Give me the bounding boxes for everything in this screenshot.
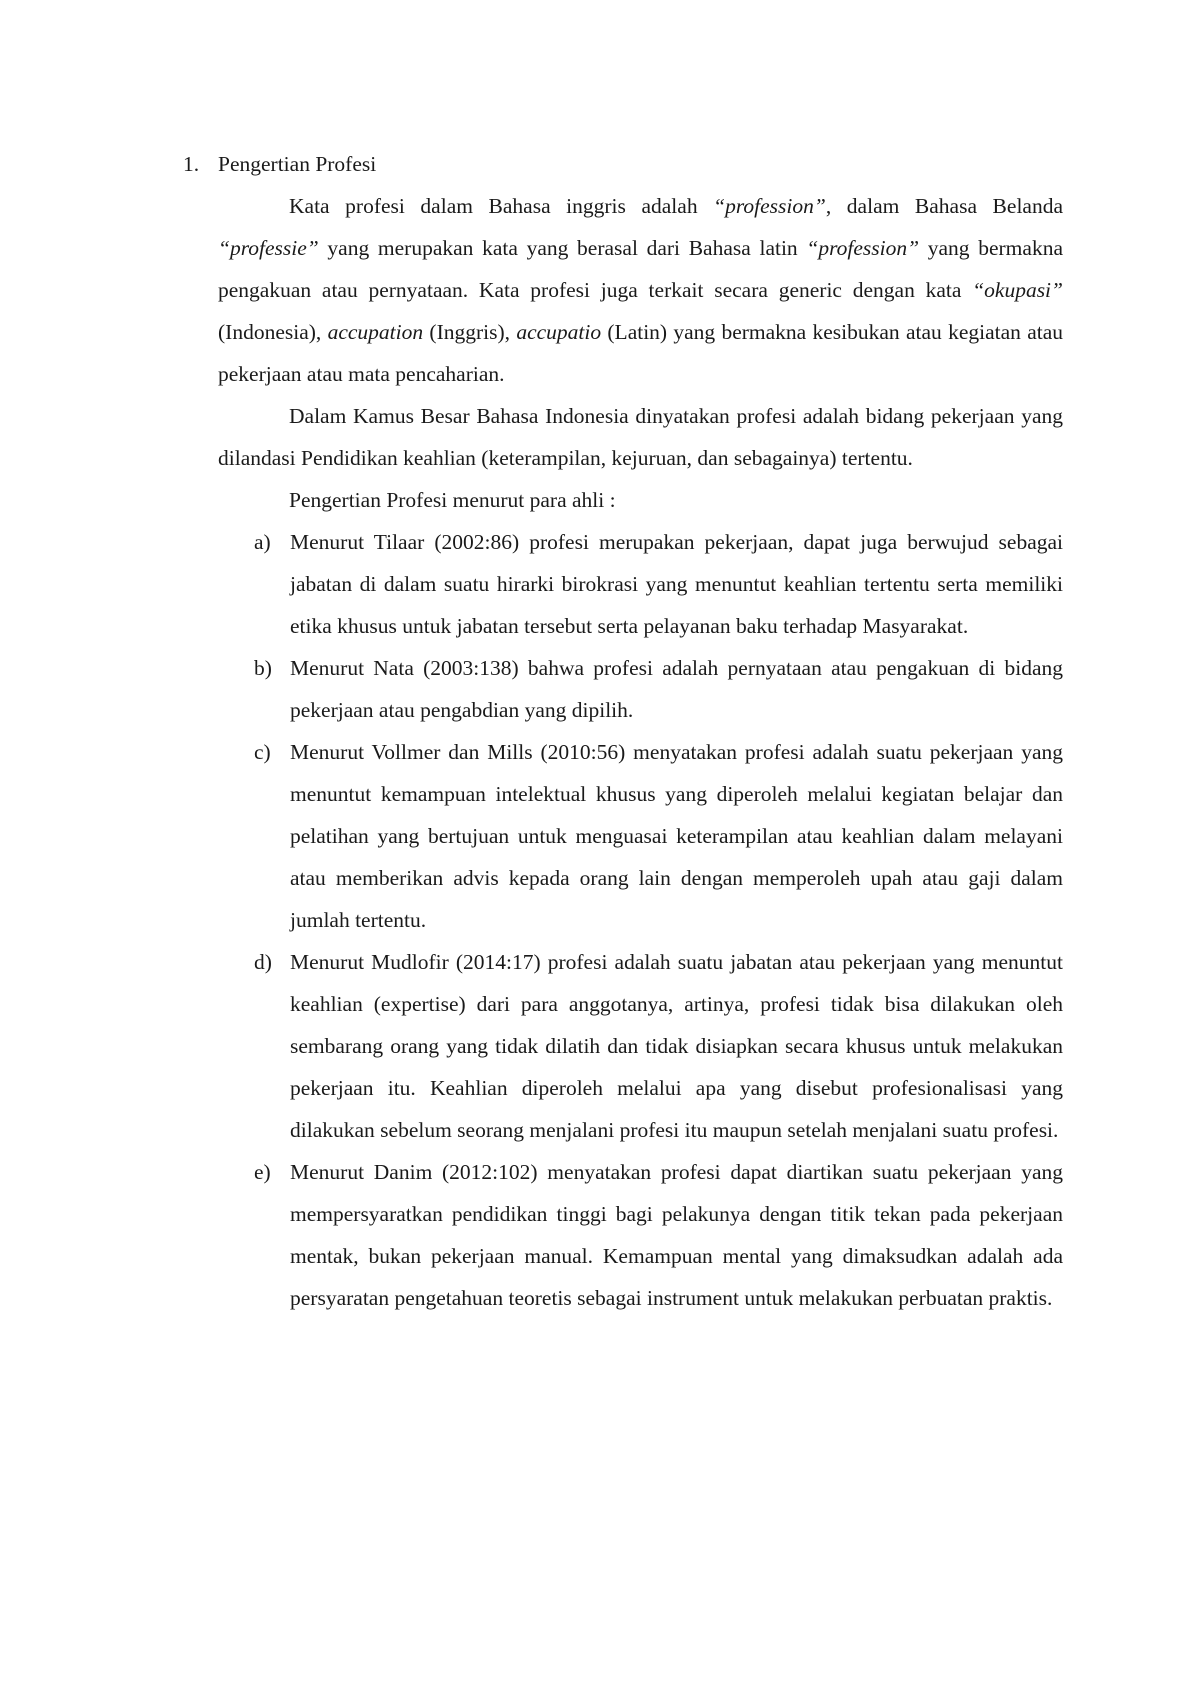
term-profession-latin: “profession”: [806, 236, 920, 260]
term-okupasi: “okupasi”: [972, 278, 1063, 302]
list-item-text: Menurut Nata (2003:138) bahwa profesi adalah pernyataan atau pengakuan di bidang pekerjaan atau pengabdian yang dipilih.: [290, 656, 1063, 722]
definition-paragraph: [218, 185, 1063, 395]
kbbi-paragraph: Dalam Kamus Besar Bahasa Indonesia dinyatakan profesi adalah bidang pekerjaan yang dilandasi Pendidikan keahlian (keterampilan, kejuruan, dan sebagainya) tertentu.: [218, 404, 1063, 470]
definition-text-3: yang merupakan kata yang berasal dari Bahasa latin: [318, 236, 807, 260]
section-title: Pengertian Profesi: [218, 152, 377, 176]
experts-list: [218, 521, 1063, 1319]
experts-intro: Pengertian Profesi menurut para ahli :: [289, 488, 616, 512]
list-item: [218, 731, 1063, 941]
definition-text-6: (Inggris),: [423, 320, 517, 344]
section-heading: [183, 143, 1063, 185]
definition-text-5: (Indonesia),: [218, 320, 328, 344]
list-item-text: Menurut Danim (2012:102) menyatakan profesi dapat diartikan suatu pekerjaan yang mempersyaratkan pendidikan tinggi bagi pelakunya dengan titik tekan pada pekerjaan mentak, bukan pekerjaan manual. Kemampuan mental yang dimaksudkan adalah ada persyaratan pengetahuan teoretis sebagai instrument untuk melakukan perbuatan praktis.: [290, 1160, 1063, 1310]
list-marker: c): [254, 740, 271, 764]
list-item-text: Menurut Mudlofir (2014:17) profesi adalah suatu jabatan atau pekerjaan yang menuntut keahlian (expertise) dari para anggotanya, artinya, profesi tidak bisa dilakukan oleh sembarang orang yang tidak dilatih dan tidak disiapkan secara khusus untuk melakukan pekerjaan itu. Keahlian diperoleh melalui apa yang disebut profesionalisasi yang dilakukan sebelum seorang menjalani profesi itu maupun setelah menjalani suatu profesi.: [290, 950, 1063, 1142]
definition-text-4: yang bermakna pengakuan atau pernyataan. Kata profesi juga terkait secara generic dengan kata: [218, 236, 1063, 302]
list-marker: d): [254, 950, 272, 974]
section-number: 1.: [183, 152, 200, 176]
list-item: [218, 647, 1063, 731]
term-accupatio: accupatio: [516, 320, 602, 344]
definition-text-1: Kata profesi dalam Bahasa inggris adalah: [289, 194, 714, 218]
list-item-text: Menurut Tilaar (2002:86) profesi merupakan pekerjaan, dapat juga berwujud sebagai jabatan di dalam suatu hirarki birokrasi yang menuntut keahlian tertentu serta memiliki etika khusus untuk jabatan tersebut serta pelayanan baku terhadap Masyarakat.: [290, 530, 1063, 638]
term-accupation: accupation: [327, 320, 424, 344]
list-marker: b): [254, 656, 272, 680]
definition-text-7: (Latin) yang bermakna kesibukan atau kegiatan atau pekerjaan atau mata pencaharian.: [218, 320, 1063, 386]
list-item: [218, 941, 1063, 1151]
definition-text-2: , dalam Bahasa Belanda: [825, 194, 1063, 218]
list-item: [218, 521, 1063, 647]
list-marker: a): [254, 530, 271, 554]
list-item-text: Menurut Vollmer dan Mills (2010:56) menyatakan profesi adalah suatu pekerjaan yang menuntut kemampuan intelektual khusus yang diperoleh melalui kegiatan belajar dan pelatihan yang bertujuan untuk menguasai keterampilan atau keahlian dalam melayani atau memberikan advis kepada orang lain dengan memperoleh upah atau gaji dalam jumlah tertentu.: [290, 740, 1063, 932]
term-profession: “profession”: [713, 194, 826, 218]
list-item: [218, 1151, 1063, 1319]
section-body: [218, 185, 1063, 1319]
list-marker: e): [254, 1160, 271, 1184]
section-pengertian-profesi: [183, 143, 1063, 1319]
term-professie: “professie”: [218, 236, 319, 260]
